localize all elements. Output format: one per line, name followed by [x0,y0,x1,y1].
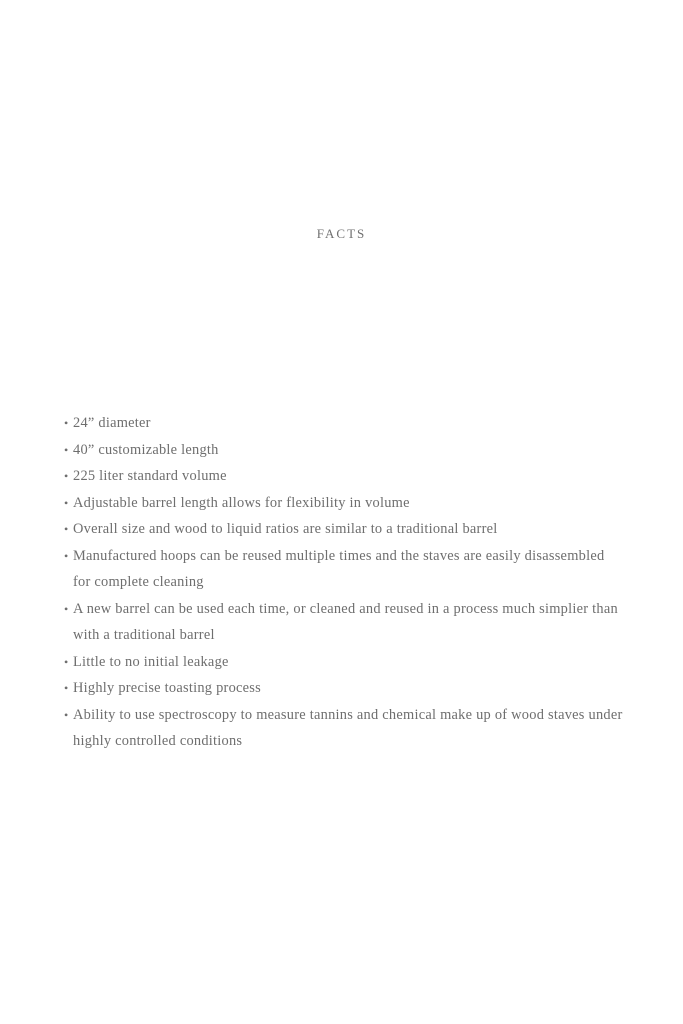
bullet-icon: • [64,681,69,695]
bullet-icon: • [64,442,69,457]
bullet-icon: • [64,522,69,536]
bullet-icon: • [64,548,69,563]
bullet-icon: • [64,707,69,722]
list-item [64,543,624,596]
bullet-icon: • [64,654,69,669]
list-item [64,437,624,464]
bullet-icon: • [64,469,69,483]
fact-text: 40” customizable length [73,441,219,458]
fact-text: 24” diameter [73,415,151,431]
fact-text: 225 liter standard volume [73,468,227,484]
list-item [64,463,624,490]
list-item [64,596,624,649]
fact-text: Overall size and wood to liquid ratios are similar to a traditional barrel [73,521,498,537]
list-item [64,410,624,437]
facts-list [64,410,624,755]
list-item [64,516,624,543]
fact-text: Adjustable barrel length allows for flexibility in volume [73,494,410,511]
facts-heading: FACTS [316,226,367,241]
bullet-icon: • [64,495,69,510]
list-item [64,490,624,517]
fact-text: Ability to use spectroscopy to measure tannins and chemical make up of wood staves under highly controlled conditions [73,706,623,749]
list-item [64,649,624,676]
fact-text: Manufactured hoops can be reused multiple times and the staves are easily disassembled for complete cleaning [73,547,605,590]
bullet-icon: • [64,416,69,430]
list-item [64,675,624,702]
fact-text: Highly precise toasting process [73,680,261,696]
bullet-icon: • [64,601,69,616]
fact-text: A new barrel can be used each time, or cleaned and reused in a process much simplier than with a traditional barrel [73,600,618,643]
list-item [64,702,624,755]
fact-text: Little to no initial leakage [73,653,229,670]
